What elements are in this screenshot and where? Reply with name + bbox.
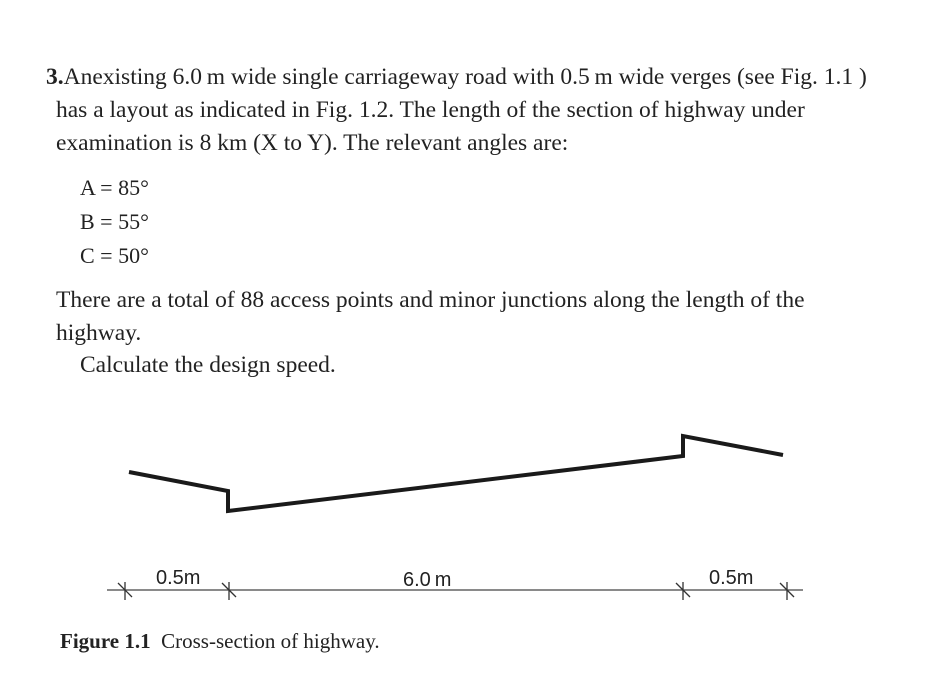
question-intro-text: Anexisting 6.0 m wide single carriageway road with 0.5 m wide verges (see Fig. 1.1 ) has a layout as indicated in Fig. 1.2. The length of the section of highway under examination is 8 km (X to Y). The relevant angles are: [56, 64, 867, 156]
angle-c: C = 50° [80, 243, 149, 268]
question-number: 3. [46, 64, 64, 90]
figure-caption-text: Cross-section of highway. [161, 629, 380, 653]
figure-caption [60, 627, 380, 655]
right-verge-width-label: 0.5m [709, 567, 754, 589]
dimension-tick-4 [780, 582, 794, 600]
angle-b: B = 55° [80, 209, 149, 234]
angle-a: A = 85° [80, 175, 149, 200]
dimension-tick-1 [118, 582, 132, 600]
task-instruction: Calculate the design speed. [80, 352, 336, 378]
carriageway-width-label: 6.0 m [403, 569, 452, 591]
figure-caption-label: Figure 1.1 [60, 629, 151, 653]
left-verge-width-label: 0.5m [156, 567, 201, 589]
dimension-tick-2 [222, 582, 236, 600]
dimension-tick-3 [676, 582, 690, 600]
access-points-paragraph: There are a total of 88 access points and minor junctions along the length of the highway. [56, 287, 805, 346]
road-profile-line [129, 436, 783, 511]
